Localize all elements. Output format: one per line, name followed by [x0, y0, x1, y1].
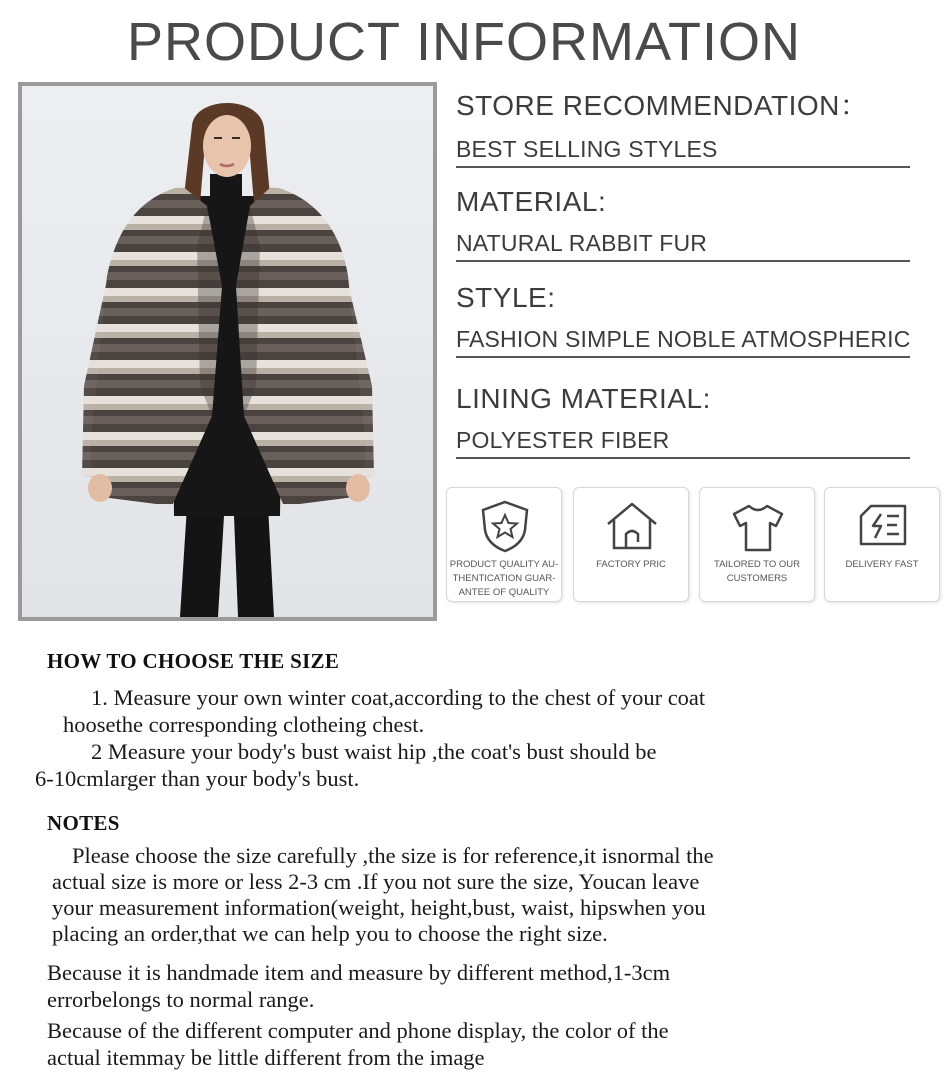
- text-line: hoosethe corresponding clotheing chest.: [63, 712, 425, 737]
- spec-label: MATERIAL:: [456, 186, 607, 217]
- text-line: errorbelongs to normal range.: [47, 987, 315, 1012]
- feature-label: [449, 558, 559, 600]
- spec-value: POLYESTER FIBER: [456, 425, 910, 459]
- spec-lining-material: [456, 383, 910, 459]
- feature-label-line: DELIVERY FAST: [845, 559, 919, 570]
- text-line: 2 Measure your body's bust waist hip ,the coat's bust should be: [91, 739, 657, 764]
- feature-delivery-fast: [824, 487, 940, 602]
- feature-label-line: ANTEE OF QUALITY: [458, 587, 550, 598]
- notes-heading: NOTES: [47, 811, 120, 835]
- text-line: Please choose the size carefully ,the size is for reference,it isnormal the: [72, 843, 714, 868]
- shield-star-icon: [475, 498, 535, 554]
- spec-label: LINING MATERIAL:: [456, 383, 711, 414]
- spec-store-recommendation: [456, 90, 910, 168]
- text-line: placing an order,that we can help you to choose the right size.: [52, 921, 608, 946]
- feature-label-line: CUSTOMERS: [726, 573, 788, 584]
- product-image: [18, 82, 437, 621]
- notes-paragraph-2: [47, 959, 670, 1013]
- feature-quality-guarantee: [446, 487, 562, 602]
- tshirt-icon: [728, 498, 788, 554]
- spec-value: BEST SELLING STYLES: [456, 134, 910, 168]
- feature-label: [576, 558, 686, 572]
- feature-label-line: PRODUCT QUALITY AU-: [449, 559, 559, 570]
- notes-paragraph-3: [47, 1017, 669, 1071]
- text-line: 6-10cmlarger than your body's bust.: [35, 766, 360, 791]
- spec-label: STYLE:: [456, 282, 556, 313]
- feature-label-line: FACTORY PRIC: [596, 559, 666, 570]
- text-line: actual size is more or less 2-3 cm .If you not sure the size, Youcan leave: [52, 869, 700, 894]
- size-guide-heading: HOW TO CHOOSE THE SIZE: [47, 649, 340, 673]
- notes-paragraph-1: [52, 843, 714, 947]
- spec-value: NATURAL RABBIT FUR: [456, 228, 910, 262]
- feature-label-line: TAILORED TO OUR: [713, 559, 801, 570]
- text-line: Because it is handmade item and measure by different method,1-3cm: [47, 960, 671, 985]
- text-line: actual itemmay be little different from the image: [47, 1045, 485, 1070]
- text-line: your measurement information(weight, height,bust, waist, hipswhen you: [52, 895, 706, 920]
- house-icon: [602, 498, 662, 554]
- size-guide-text: [35, 684, 706, 792]
- spec-value: FASHION SIMPLE NOBLE ATMOSPHERIC: [456, 324, 910, 358]
- text-line: 1. Measure your own winter coat,according to the chest of your coat: [91, 685, 706, 710]
- spec-material: [456, 186, 910, 262]
- feature-label: [827, 558, 937, 572]
- feature-label: [702, 558, 812, 586]
- text-line: Because of the different computer and phone display, the color of the: [47, 1018, 669, 1043]
- spec-style: [456, 282, 910, 358]
- feature-factory-price: [573, 487, 689, 602]
- feature-label-line: THENTICATION GUAR-: [452, 573, 556, 584]
- feature-tailored: [699, 487, 815, 602]
- page-title: PRODUCT INFORMATION: [127, 12, 801, 72]
- delivery-fast-icon: [853, 498, 913, 554]
- spec-label: STORE RECOMMENDATION：: [456, 90, 869, 121]
